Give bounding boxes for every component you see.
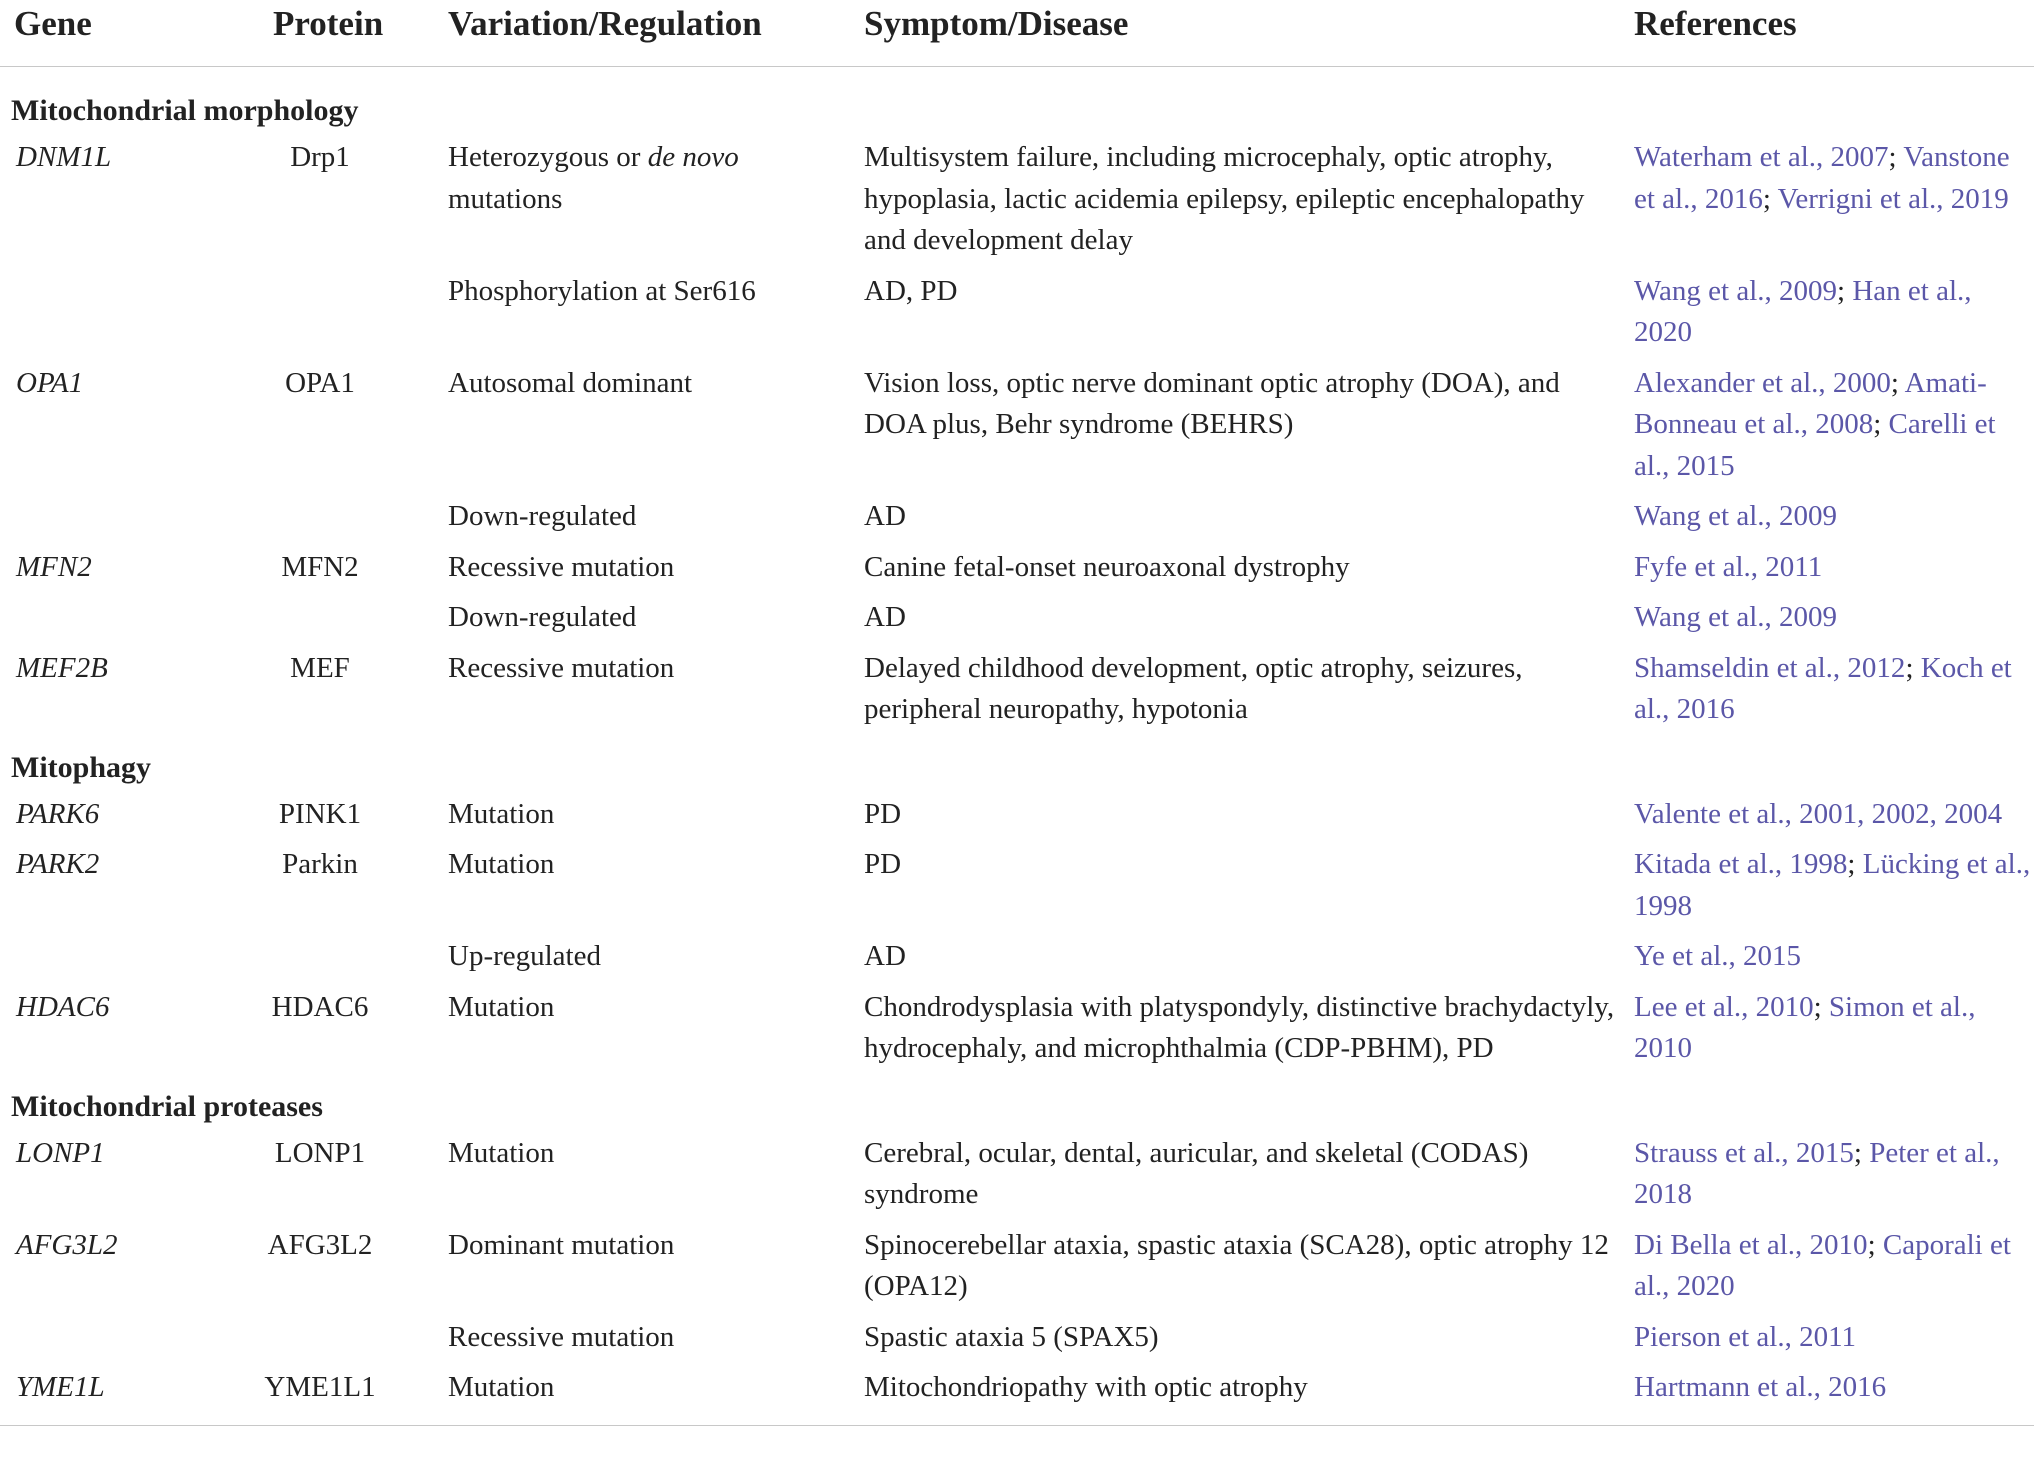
reference-link[interactable]: Valente et al., 2001, 2002, 2004 — [1634, 797, 2003, 830]
references-cell — [1632, 492, 2034, 543]
table-row — [0, 593, 2034, 644]
protein-cell: HDAC6 — [271, 990, 369, 1023]
reference-link[interactable]: Peter et al., 2018 — [1634, 1136, 2000, 1210]
gene-cell — [0, 267, 260, 359]
protein-cell — [260, 267, 440, 359]
protein-cell: Drp1 — [290, 141, 350, 173]
variation-cell: Up-regulated — [448, 940, 601, 972]
variation-cell: Recessive mutation — [448, 550, 675, 583]
symptom-cell: AD, PD — [864, 274, 958, 307]
protein-cell: MEF — [290, 651, 350, 684]
symptom-cell: PD — [864, 848, 902, 880]
section-title-proteases: Mitochondrial proteases — [11, 1089, 323, 1123]
variation-cell: Mutation — [448, 990, 555, 1023]
gene-cell: LONP1 — [16, 1136, 105, 1169]
protein-cell — [260, 932, 440, 983]
references-cell: Shamseldin et al., 2012; Koch et al., 2016 — [1634, 651, 2012, 725]
header-variation: Variation/Regulation — [440, 0, 864, 67]
references-cell — [1632, 543, 2034, 594]
header-gene: Gene — [0, 0, 260, 67]
symptom-cell: AD — [864, 940, 906, 972]
protein-cell — [260, 1313, 440, 1364]
protein-cell: YME1L1 — [260, 1363, 440, 1425]
references-cell: Kitada et al., 1998; Lücking et al., 1998 — [1634, 848, 2031, 922]
protein-cell: OPA1 — [285, 366, 355, 399]
table-row — [0, 267, 2034, 359]
reference-link[interactable]: Han et al., 2020 — [1634, 274, 1972, 348]
table-row — [0, 840, 2034, 932]
symptom-cell: PD — [864, 797, 902, 830]
protein-cell: AFG3L2 — [267, 1228, 373, 1261]
symptom-cell: Canine fetal-onset neuroaxonal dystrophy — [864, 550, 1350, 583]
symptom-cell: Vision loss, optic nerve dominant optic atrophy (DOA), and DOA plus, Behr syndrome (BEHRS) — [864, 366, 1560, 440]
variation-cell: Mutation — [448, 1136, 555, 1169]
table-row — [0, 1221, 2034, 1313]
symptom-cell: Spastic ataxia 5 (SPAX5) — [864, 1320, 1159, 1353]
header-row — [0, 0, 2034, 67]
reference-link[interactable]: Koch et al., 2016 — [1634, 651, 2012, 725]
symptom-cell: AD — [864, 601, 906, 633]
gene-cell: PARK2 — [16, 848, 100, 880]
reference-link[interactable]: Kitada et al., 1998 — [1634, 848, 1848, 880]
variation-text: mutations — [448, 182, 563, 215]
variation-cell: Phosphorylation at Ser616 — [448, 274, 756, 307]
section-title-mitophagy: Mitophagy — [11, 750, 152, 784]
table-row — [0, 790, 2034, 841]
section-row — [0, 1075, 2034, 1129]
gene-cell: HDAC6 — [16, 990, 110, 1023]
table-row — [0, 644, 2034, 736]
gene-cell: DNM1L — [16, 141, 112, 173]
reference-link[interactable]: Carelli et al., 2015 — [1634, 408, 1996, 482]
reference-link[interactable]: Di Bella et al., 2010 — [1634, 1228, 1868, 1261]
table-row — [0, 492, 2034, 543]
variation-italic-text: de novo — [647, 141, 739, 173]
symptom-cell: Chondrodysplasia with platyspondyly, distinctive brachydactyly, hydrocephaly, and microphthalmia (CDP-PBHM), PD — [864, 990, 1615, 1064]
gene-cell: YME1L — [0, 1363, 260, 1425]
references-cell: Lee et al., 2010; Simon et al., 2010 — [1634, 990, 1976, 1064]
variation-cell: Recessive mutation — [448, 1320, 675, 1353]
reference-link[interactable]: Simon et al., 2010 — [1634, 990, 1976, 1064]
references-cell: Strauss et al., 2015; Peter et al., 2018 — [1634, 1136, 2000, 1210]
table-row — [0, 983, 2034, 1075]
table-row — [0, 932, 2034, 983]
protein-cell: MFN2 — [281, 550, 359, 583]
symptom-cell: Multisystem failure, including microcephaly, optic atrophy, hypoplasia, lactic acidemia epilepsy, epileptic encephalopathy and development delay — [864, 141, 1585, 256]
variation-cell: Mutation — [448, 797, 555, 830]
variation-cell: Autosomal dominant — [448, 366, 693, 399]
symptom-cell: AD — [864, 500, 906, 532]
table-row — [0, 543, 2034, 594]
references-cell: Alexander et al., 2000; Amati-Bonneau et al., 2008; Carelli et al., 2015 — [1634, 366, 1996, 482]
references-cell — [1632, 1313, 2034, 1364]
table-row — [0, 1129, 2034, 1221]
variation-cell: Mutation — [448, 848, 555, 880]
reference-link[interactable]: Wang et al., 2009 — [1634, 274, 1838, 307]
reference-link[interactable]: Hartmann et al., 2016 — [1634, 1371, 1887, 1403]
reference-link[interactable]: Alexander et al., 2000 — [1634, 366, 1891, 399]
reference-link[interactable]: Amati-Bonneau et al., 2008 — [1634, 366, 1987, 440]
table-row — [0, 359, 2034, 493]
gene-cell — [0, 492, 260, 543]
references-cell — [1632, 593, 2034, 644]
gene-cell — [0, 593, 260, 644]
reference-link[interactable]: Pierson et al., 2011 — [1634, 1320, 1857, 1353]
reference-link[interactable]: Ye et al., 2015 — [1634, 940, 1802, 972]
symptom-cell: Cerebral, ocular, dental, auricular, and skeletal (CODAS) syndrome — [864, 1136, 1529, 1210]
reference-link[interactable]: Wang et al., 2009 — [1634, 601, 1838, 633]
symptom-cell: Delayed childhood development, optic atrophy, seizures, peripheral neuropathy, hypotonia — [864, 651, 1523, 725]
reference-link[interactable]: Caporali et al., 2020 — [1634, 1228, 2011, 1302]
gene-cell: AFG3L2 — [16, 1228, 118, 1261]
protein-cell: PINK1 — [278, 797, 362, 830]
references-cell — [1632, 1363, 2034, 1425]
variation-cell: Down-regulated — [448, 500, 637, 532]
protein-cell — [260, 492, 440, 543]
table-row — [0, 133, 2034, 267]
references-cell: Waterham et al., 2007; Vanstone et al., 2016; Verrigni et al., 2019 — [1634, 141, 2010, 215]
reference-link[interactable]: Verrigni et al., 2019 — [1777, 182, 2009, 215]
variation-cell: Mutation — [440, 1363, 864, 1425]
reference-link[interactable]: Vanstone et al., 2016 — [1634, 141, 2010, 215]
variation-text: Heterozygous or — [448, 141, 648, 173]
references-cell — [1632, 790, 2034, 841]
table-row — [0, 1363, 2034, 1425]
variation-cell: Dominant mutation — [448, 1228, 675, 1261]
reference-link[interactable]: Shamseldin et al., 2012 — [1634, 651, 1906, 684]
header-protein: Protein — [260, 0, 440, 67]
header-references: References — [1632, 0, 2034, 67]
variation-cell: Recessive mutation — [448, 651, 675, 684]
reference-link[interactable]: Wang et al., 2009 — [1634, 500, 1838, 532]
gene-cell — [0, 932, 260, 983]
header-symptom: Symptom/Disease — [864, 0, 1632, 67]
references-cell: Wang et al., 2009; Han et al., 2020 — [1634, 274, 1972, 348]
section-title-morphology: Mitochondrial morphology — [11, 94, 359, 127]
variation-cell — [440, 133, 864, 267]
table-row — [0, 1313, 2034, 1364]
symptom-cell: Mitochondriopathy with optic atrophy — [864, 1363, 1632, 1425]
reference-link[interactable]: Strauss et al., 2015 — [1634, 1136, 1854, 1169]
reference-link[interactable]: Lee et al., 2010 — [1634, 990, 1814, 1023]
reference-link[interactable]: Fyfe et al., 2011 — [1634, 550, 1823, 583]
section-row — [0, 736, 2034, 790]
variation-cell: Down-regulated — [448, 601, 637, 633]
gene-cell: MFN2 — [16, 550, 92, 583]
symptom-cell: Spinocerebellar ataxia, spastic ataxia (SCA28), optic atrophy 12 (OPA12) — [864, 1228, 1609, 1302]
section-row — [0, 67, 2034, 134]
reference-link[interactable]: Waterham et al., 2007 — [1634, 141, 1889, 173]
reference-link[interactable]: Lücking et al., 1998 — [1634, 848, 2031, 922]
references-cell — [1632, 932, 2034, 983]
references-cell: Di Bella et al., 2010; Caporali et al., 2020 — [1634, 1228, 2011, 1302]
protein-cell — [260, 593, 440, 644]
gene-cell — [0, 1313, 260, 1364]
protein-cell: Parkin — [282, 848, 358, 880]
gene-cell: MEF2B — [16, 651, 108, 684]
protein-cell: LONP1 — [274, 1136, 366, 1169]
gene-cell: PARK6 — [16, 797, 100, 830]
gene-cell: OPA1 — [16, 366, 84, 399]
